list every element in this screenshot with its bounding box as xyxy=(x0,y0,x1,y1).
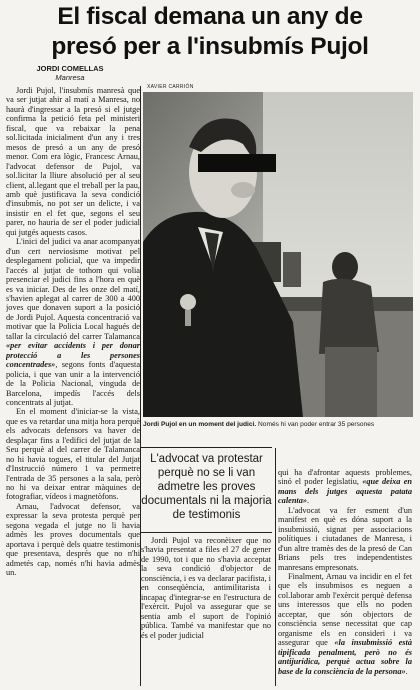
photo-illustration xyxy=(143,92,413,417)
article-column-1 xyxy=(6,86,140,686)
byline-author: JORDI COMELLAS xyxy=(36,64,104,73)
headline xyxy=(6,2,414,62)
quote: «la insubmissió està tipificada penalment, però no és antijurídica, perquè actua sobre la base de la consciència de la persona» xyxy=(278,638,412,676)
article-column-3 xyxy=(278,468,412,686)
censor-bar xyxy=(198,154,276,172)
caption-text: Només hi van poder entrar 35 persones xyxy=(256,421,375,428)
paragraph: En el moment d'iniciar-se la vista, que es va retardar una mitja hora perquè els advocats defensors va haver de desplaçar fins a l'edifici del jutjat de la Seu perquè al del carrer de Talamanca no hi havia togues, el titular del Jutjat d'Instrucció número 1 va permetre l'entrada de 35 persones a la sala, però no hi va deixar entrar màquines de fotografiar, vídeos i magnetòfons. xyxy=(6,407,140,502)
paragraph: Arnau, l'advocat defensor, va expressar la seva protesta perquè per segona vegada el jutge no li havia admès les proves documentals que aportava i perquè dels quatre testimonis que presentava, després que no n'hi admetés cap, només n'hi havia admès un. xyxy=(6,501,140,578)
caption-bold: Jordi Pujol en un moment del judici. xyxy=(143,421,257,428)
byline xyxy=(0,64,140,82)
headline-line-1: El fiscal demana un any de xyxy=(57,3,363,30)
quote: «que deixa en mans dels jutges aquesta patata calenta» xyxy=(278,477,412,506)
column-rule xyxy=(275,448,276,686)
article-column-2 xyxy=(141,536,271,686)
paragraph: qui ha d'afrontar aquests problemes, sinó el poder legislatiu, «que deixa en mans dels jutges aquesta patata calenta». xyxy=(278,468,412,506)
byline-place: Manresa xyxy=(55,73,85,82)
pullquote: L'advocat va protestar perquè no se li van admetre les proves documentals ni la majoria de testimonis xyxy=(141,453,272,521)
paragraph: Finalment, Arnau va incidir en el fet que els insubmisos es neguen a col.laborar amb l'exèrcit perquè defensa uns interessos que ells no poden acceptar, que són objectors de consciència sense necessitat que cap organisme els en consideri i va assegurar que «la insubmissió està tipificada penalment, però no és antijurídica, perquè actua sobre la base de la consciència de la persona». xyxy=(278,571,412,676)
paragraph: Jordi Pujol, l'insubmís manresà que va ser jutjat ahir al matí a Manresa, no haurà d'ingressar a la presó si el jutge confirma la petició feta pel ministeri fiscal, que va rebaixar la pena sol.licitada inicialment d'un any i tres mesos de presó a un any de presó menor. Com era lògic, Francesc Arnau, l'advocat defensor de Pujol, va sol.licitar la lliure absolució per al seu client, al.legant que el treball per la pau, amb què justificava la seva condició d'insubmís, no pot ser un delicte, i va insistir en el fet que, segons el seu parer, no hauria de ser el poder judicial qui jutgés aquests casos. xyxy=(6,86,140,237)
photo-credit: XAVIER CARRIÓN xyxy=(147,84,194,90)
photo-caption xyxy=(143,421,413,429)
pullquote-rule-top xyxy=(141,447,272,448)
paragraph: L'inici del judici va anar acompanyat d'un cert nerviosisme motivat pel desplegament policial, que va impedir l'accés al jutjat de tothom qui volia presenciar el judici fins a l'hora en què es va iniciar. Des de les onze del matí, s'havien aplegat al carrer de 300 a 400 joves que donaven suport a la posició de Jordi Pujol. Aquesta concentració va motivar que la Policia Local hagués de tallar la circulació del carrer Talamanca «per evitar accidents i per donar protecció a les persones concentrades», segons fonts d'aquesta policia, i que van unir a la intervenció de la Policia Nacional, vinguda de Barcelona, impedís l'accés dels concentrats al jutjat. xyxy=(6,237,140,407)
quote: «per evitar accidents i per donar protecció a les persones concentrades» xyxy=(6,341,140,370)
headline-line-2: presó per a l'insubmís Pujol xyxy=(51,33,369,60)
pullquote-rule-bottom xyxy=(141,532,272,533)
courtroom-photo xyxy=(143,92,413,417)
paragraph: L'advocat va fer esment d'un manifest en què es dóna suport a la insubmissió, signat per associacions polítiques i ciutadanes de Manresa, i d'un altre tramès des de la presó de Can Brians pels tres independentistes manresans empresonats. xyxy=(278,505,412,572)
paragraph: Jordi Pujol va reconèixer que no s'havia presentat a files el 27 de gener de 1990, tot i que no s'havia acceptat la seva condició d'objector de consciència, i es va declarar pacifista, i en conseqüència, antimilitarista i incapaç d'integrar-se en l'estructura de l'exèrcit. Pujol va assegurar que se sentia amb el suport de l'opinió pública. També va manifestar que no és el poder judicial xyxy=(141,536,271,640)
